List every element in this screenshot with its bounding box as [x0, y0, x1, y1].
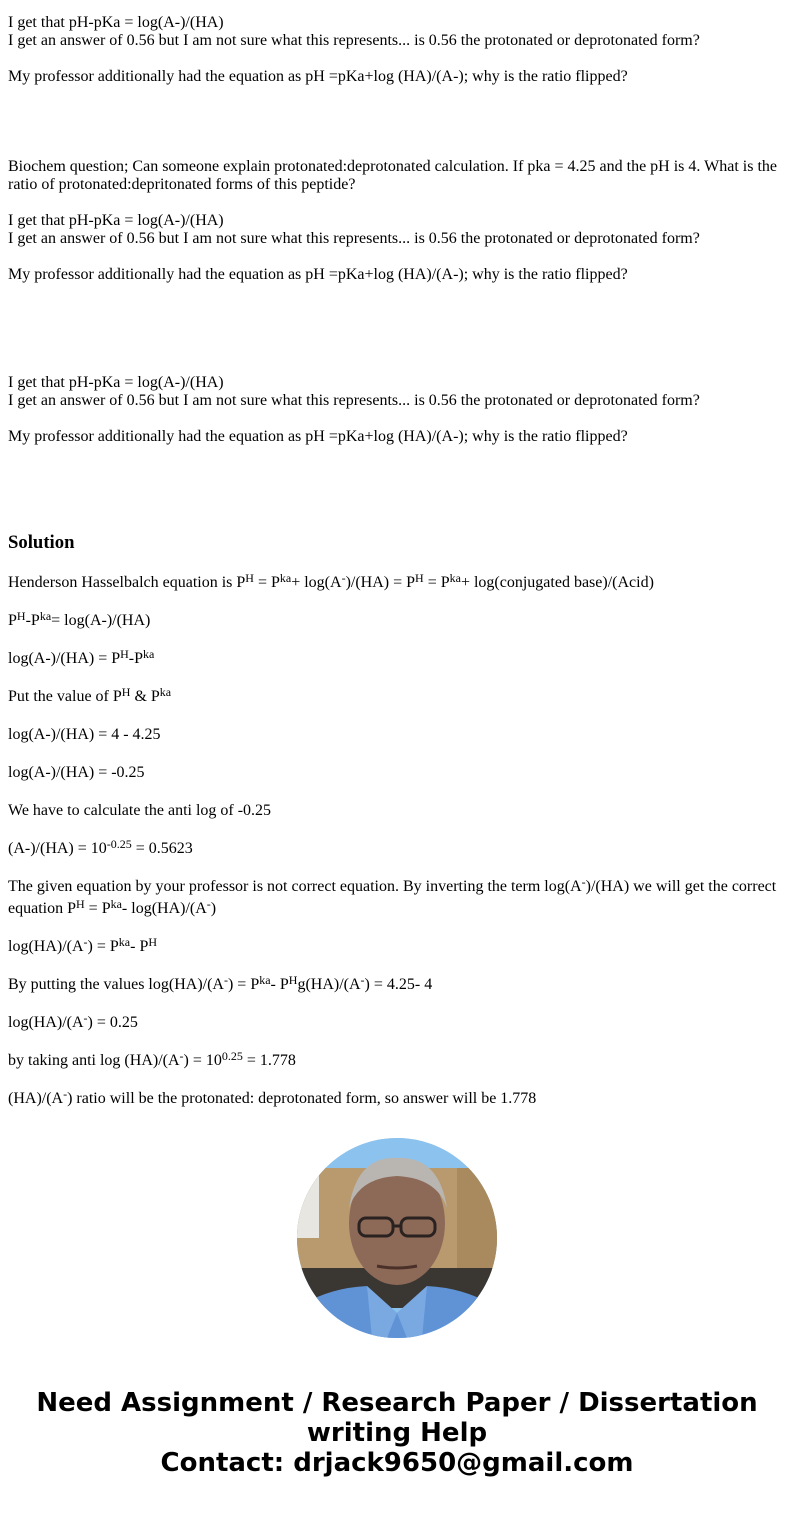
question-line: I get an answer of 0.56 but I am not sure what this represents... is 0.56 the protonated or deprotonated form? [8, 230, 700, 247]
solution-line: Henderson Hasselbalch equation is $P^H = P^{ka}+ \log(A^-)/(HA) = P^H = P^{ka}+$ log(conjugated base)/(Acid) [8, 571, 654, 591]
solution-line: (HA)/(A-) ratio will be the protonated: deprotonated form, so answer will be 1.778 [8, 1087, 537, 1107]
footer-line: Need Assignment / Research Paper / Dissertation [36, 1388, 758, 1418]
footer-line: writing Help [306, 1418, 488, 1448]
question-title: Biochem question; Can someone explain protonated:deprotonated calculation. If pka = 4.25 and the pH is 4. What is the ratio of protonated:depritonated forms of this peptide? [8, 158, 777, 193]
solution-line: $(A-)/(HA) = 10^{-0.25} = 0.5623$ [8, 837, 193, 857]
solution-line: We have to calculate the anti log of -0.25 [8, 802, 272, 819]
contact-footer [8, 1388, 786, 1478]
solution-line: $P^H-P^{ka}= \log(A-)/(HA)$ [8, 609, 151, 629]
avatar-container [8, 1138, 786, 1338]
question-block-3 [8, 374, 786, 446]
question-line: I get an answer of 0.56 but I am not sure what this represents... is 0.56 the protonated or deprotonated form? [8, 32, 700, 49]
question-line: I get that pH-pKa = log(A-)/(HA) [8, 212, 224, 229]
contact-email: Contact: drjack9650@gmail.com [160, 1448, 634, 1478]
question-line: I get that pH-pKa = log(A-)/(HA) [8, 374, 224, 391]
solution-line: $\log(HA)/(A^-) = P^{ka}-$ $P^H$ [8, 935, 158, 955]
avatar [297, 1138, 497, 1338]
solution-line: log(A-)/(HA) = 4 - 4.25 [8, 726, 161, 743]
solution-section [8, 532, 786, 1110]
question-line: I get an answer of 0.56 but I am not sure what this represents... is 0.56 the protonated or deprotonated form? [8, 392, 700, 409]
question-line: My professor additionally had the equation as pH =pKa+log (HA)/(A-); why is the ratio flipped? [8, 68, 628, 85]
solution-line: By putting the values $\log(HA)/(A^-) = P^{ka}-$ $P^Hg(HA)/(A^-) = 4.25-$ 4 [8, 973, 433, 993]
question-line: My professor additionally had the equation as pH =pKa+log (HA)/(A-); why is the ratio flipped? [8, 266, 628, 283]
solution-line: Put the value of $P^H$ & $P^{ka}$ [8, 685, 172, 705]
solution-line: log(A-)/(HA) = -0.25 [8, 764, 145, 781]
solution-line: The given equation by your professor is not correct equation. By inverting the term log(A-)/(HA) we will get the correct equation $P^H = P^{ka}-$ log(HA)/(A-) [8, 875, 777, 917]
solution-heading: Solution [8, 532, 75, 553]
question-block-2 [8, 158, 786, 284]
tutor-portrait-icon [297, 1138, 497, 1338]
question-block-1 [8, 0, 786, 86]
question-line: I get that pH-pKa = log(A-)/(HA) [8, 14, 224, 31]
solution-line: by taking anti $\log (HA)/(A^-) = 10^{0.25} = 1.778$ [8, 1049, 296, 1069]
solution-line: $\log(A-)/(HA) = P^H-P^{ka}$ [8, 647, 155, 667]
solution-line: log(HA)/(A-) = 0.25 [8, 1011, 138, 1031]
question-line: My professor additionally had the equation as pH =pKa+log (HA)/(A-); why is the ratio flipped? [8, 428, 628, 445]
